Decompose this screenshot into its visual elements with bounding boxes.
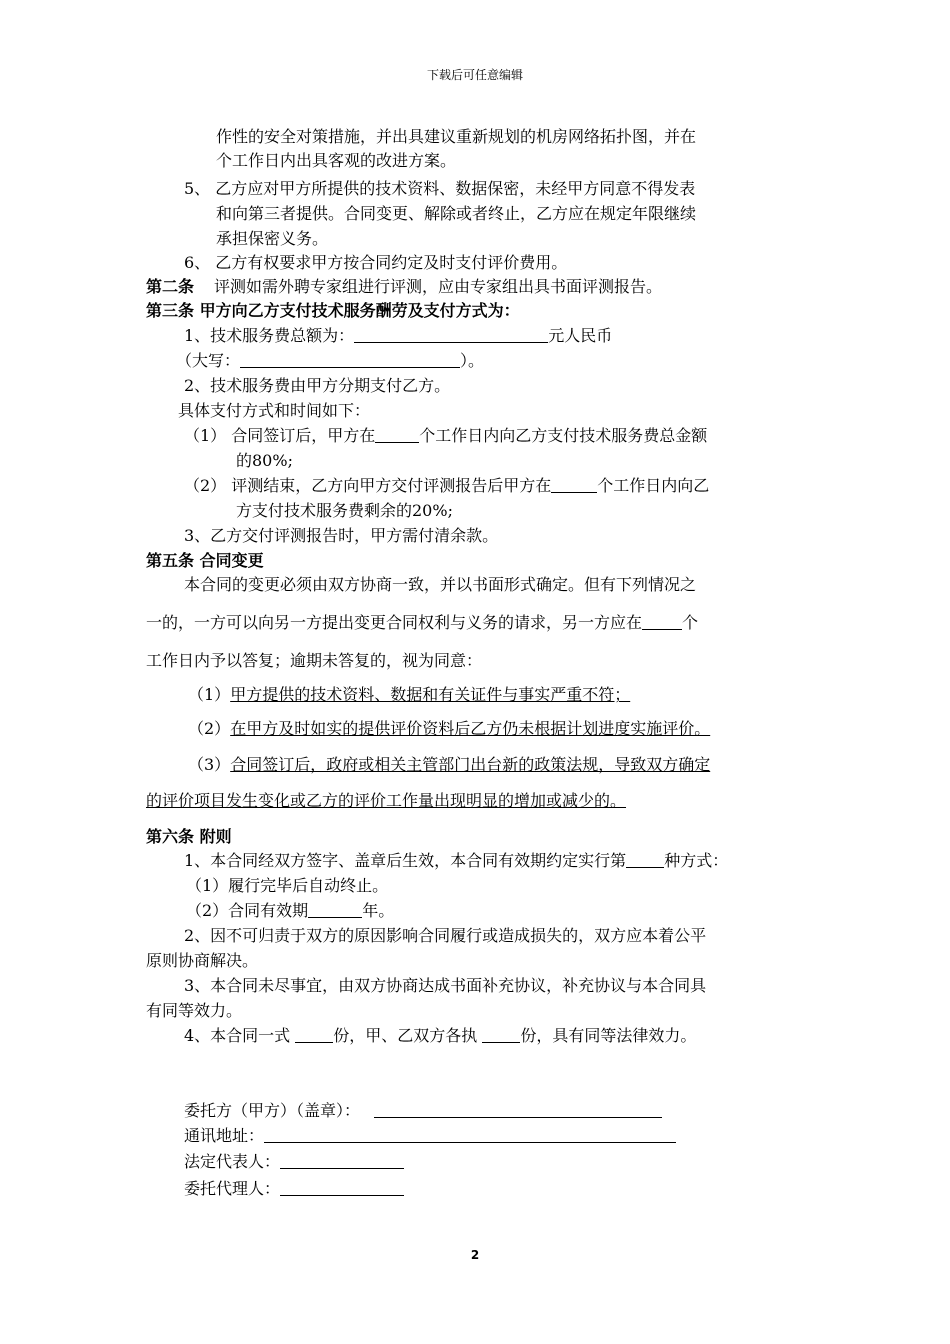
text-line: （1）履行完毕后自动终止。 [186, 876, 389, 895]
reply-days-blank [642, 613, 682, 630]
condition-text: 甲方提供的技术资料、数据和有关证件与事实严重不符； [230, 685, 631, 704]
text-line: 承担保密义务。 [216, 229, 329, 248]
signature-legal-rep-blank [280, 1152, 404, 1169]
signature-address-blank [264, 1126, 676, 1143]
signature-legal-rep-label: 法定代表人： [184, 1152, 281, 1171]
text-segment: （2）合同有效期 [186, 901, 309, 920]
text-line: 方支付技术服务费剩余的20%; [236, 501, 453, 520]
text-line: 作性的安全对策措施，并出具建议重新规划的机房网络拓扑图，并在 [216, 127, 697, 146]
text-segment: 4、本合同一式 [184, 1026, 296, 1045]
payment-item-2-rest: 个工作日内向乙 [597, 476, 710, 495]
text-line: 2、因不可归责于双方的原因影响合同履行或造成损失的，双方应本着公平 [184, 926, 707, 945]
text-line: 3、乙方交付评测报告时，甲方需付清余款。 [184, 526, 499, 545]
payment-item-1-text: （1） 合同签订后，甲方在 [184, 426, 376, 445]
payment-item-1 [184, 425, 707, 447]
page-number: 2 [470, 1248, 480, 1262]
text-line: 2、技术服务费由甲方分期支付乙方。 [184, 376, 451, 395]
validity-years-blank [308, 901, 362, 918]
text-segment: 个 [682, 613, 699, 632]
condition-number: （1） [188, 685, 231, 704]
article-5-heading: 第五条 合同变更 [146, 551, 264, 570]
text-line: 和向第三者提供。合同变更、解除或者终止，乙方应在规定年限继续 [216, 204, 697, 223]
text-line [186, 900, 394, 922]
text-segment: 年。 [362, 901, 395, 920]
signature-client-blank [374, 1101, 662, 1118]
text-line: 具体支付方式和时间如下： [178, 401, 371, 420]
change-condition-1 [188, 684, 630, 706]
condition-number: （2） [188, 719, 231, 738]
text-line: 工作日内予以答复；逾期未答复的，视为同意： [146, 651, 483, 670]
signature-client [184, 1100, 662, 1122]
condition-text: 在甲方及时如实的提供评价资料后乙方仍未根据计划进度实施评价。 [230, 719, 711, 738]
fee-capital-blank [240, 351, 460, 368]
text-segment: 份，甲、乙双方各执 [333, 1026, 483, 1045]
payment-item-2-text: （2） 评测结束，乙方向甲方交付评测报告后甲方在 [184, 476, 552, 495]
signature-legal-rep [184, 1151, 404, 1173]
copies-blank [295, 1026, 333, 1043]
fee-total-label: 1、技术服务费总额为： [184, 326, 355, 345]
condition-text: 合同签订后，政府或相关主管部门出台新的政策法规，导致双方确定 [230, 755, 711, 774]
list-item-6: 6、 乙方有权要求甲方按合同约定及时支付评价费用。 [184, 253, 568, 272]
text-segment: 一的，一方可以向另一方提出变更合同权利与义务的请求，另一方应在 [146, 613, 643, 632]
fee-total-unit: 元人民币 [548, 326, 613, 345]
text-line [184, 1025, 696, 1047]
list-item-5: 5、 乙方应对甲方所提供的技术资料、数据保密，未经甲方同意不得发表 [184, 179, 696, 198]
page-header: 下载后可任意编辑 [426, 68, 523, 82]
change-condition-3 [188, 754, 710, 776]
article-3-heading: 第三条 甲方向乙方支付技术服务酬劳及支付方式为： [146, 301, 520, 320]
fee-capital-label: （大写： [176, 351, 241, 370]
copies-each-blank [482, 1026, 520, 1043]
signature-agent [184, 1178, 404, 1200]
fee-total-line [184, 325, 612, 347]
payment-item-1-rest: 个工作日内向乙方支付技术服务费总金额 [419, 426, 708, 445]
text-segment: 种方式： [664, 851, 729, 870]
text-line [146, 612, 698, 634]
text-line: 有同等效力。 [146, 1001, 243, 1020]
text-line: 的评价项目发生变化或乙方的评价工作量出现明显的增加或减少的。 [146, 791, 627, 810]
payment-days-blank [551, 476, 597, 493]
article-2-heading: 第二条 [146, 277, 195, 296]
text-segment: 份，具有同等法律效力。 [520, 1026, 697, 1045]
article-6-heading: 第六条 附则 [146, 827, 232, 846]
text-line: 3、本合同未尽事宜，由双方协商达成书面补充协议，补充协议与本合同具 [184, 976, 707, 995]
payment-days-blank [375, 426, 419, 443]
article-2-text: 评测如需外聘专家组进行评测，应由专家组出具书面评测报告。 [214, 277, 663, 296]
fee-capital-line [176, 350, 484, 372]
article-2 [146, 276, 662, 298]
text-segment: 1、本合同经双方签字、盖章后生效，本合同有效期约定实行第 [184, 851, 627, 870]
text-line: 原则协商解决。 [146, 951, 259, 970]
fee-capital-close: ）。 [460, 351, 485, 370]
condition-number: （3） [188, 755, 231, 774]
signature-address [184, 1125, 676, 1147]
signature-agent-label: 委托代理人： [184, 1179, 281, 1198]
text-line: 本合同的变更必须由双方协商一致，并以书面形式确定。但有下列情况之 [184, 575, 697, 594]
text-line: 个工作日内出具客观的改进方案。 [216, 151, 457, 170]
signature-client-label: 委托方（甲方）（盖章）： [184, 1101, 361, 1120]
text-line: 的80%; [236, 451, 293, 470]
signature-agent-blank [280, 1179, 404, 1196]
change-condition-2 [188, 718, 710, 740]
text-line [184, 850, 728, 872]
signature-address-label: 通讯地址： [184, 1126, 265, 1145]
payment-item-2 [184, 475, 709, 497]
mode-blank [626, 851, 664, 868]
fee-total-blank [354, 326, 548, 343]
